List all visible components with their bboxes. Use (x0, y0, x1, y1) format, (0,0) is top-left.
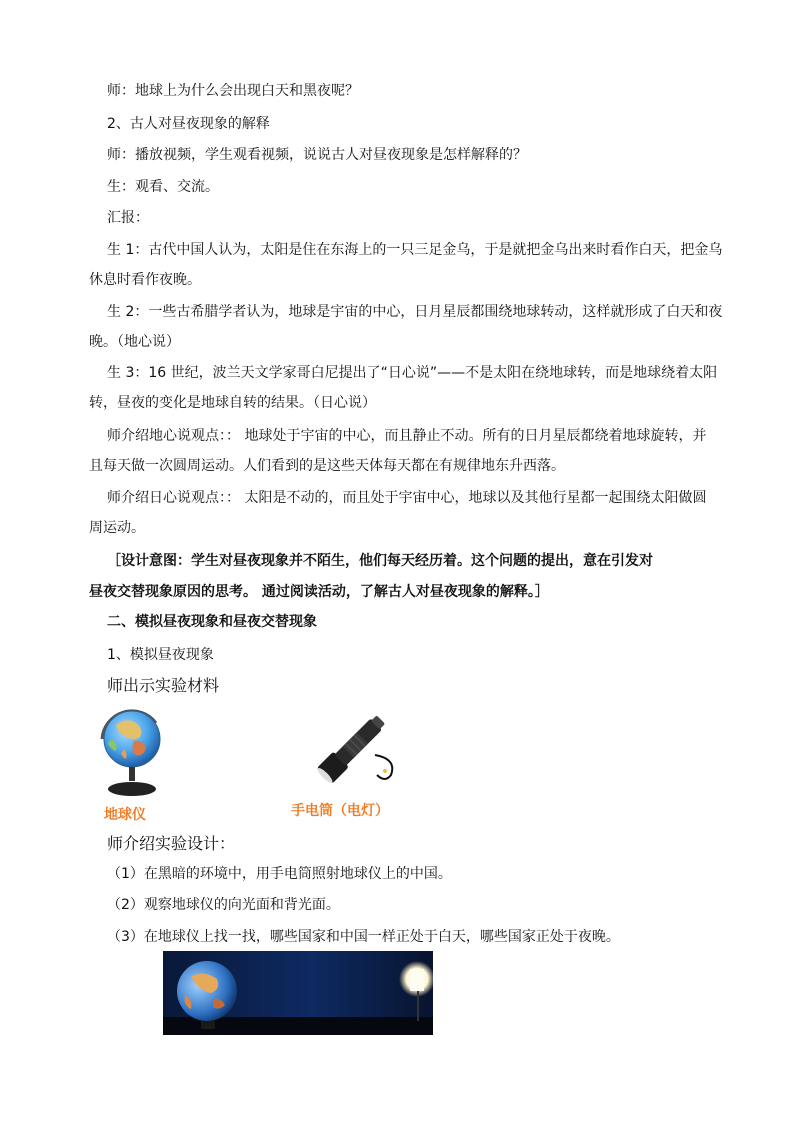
paragraph-step2: （2）观察地球仪的向光面和背光面。 (107, 897, 340, 913)
paragraph-report: 汇报： (107, 210, 149, 226)
paragraph-student3-line2: 转，昼夜的变化是地球自转的结果。（日心说） (89, 395, 376, 411)
paragraph-heliocentric-line1: 师介绍日心说观点：： 太阳是不动的，而且处于宇宙中心，地球以及其他行星都一起围绕太阳做圆 (107, 490, 707, 506)
paragraph-student2-line1: 生 2：一些古希腊学者认为，地球是宇宙的中心，日月星辰都围绕地球转动，这样就形成了白天和夜 (107, 304, 723, 320)
paragraph-step1: （1）在黑暗的环境中，用手电筒照射地球仪上的中国。 (107, 866, 452, 882)
flashlight-image (305, 703, 403, 787)
paragraph-ancient-heading: 2、古人对昼夜现象的解释 (107, 116, 270, 132)
paragraph-heliocentric-line2: 周运动。 (89, 520, 145, 536)
globe-icon (96, 703, 166, 799)
paragraph-teacher-question: 师：地球上为什么会出现白天和黑夜呢？ (107, 83, 359, 99)
paragraph-teacher-video: 师：播放视频，学生观看视频，说说古人对昼夜现象是怎样解释的？ (107, 147, 527, 163)
paragraph-geocentric-line2: 且每天做一次圆周运动。人们看到的是这些天体每天都在有规律地东升西落。 (89, 458, 565, 474)
paragraph-student2-line2: 晚。（地心说） (89, 334, 180, 350)
paragraph-geocentric-line1: 师介绍地心说观点：： 地球处于宇宙的中心，而且静止不动。所有的日月星辰都绕着地球旋转，并 (107, 428, 707, 444)
design-intent-line2: 昼夜交替现象原因的思考。 通过阅读活动，了解古人对昼夜现象的解释。］ (89, 584, 549, 600)
design-intent-line1: ［设计意图：学生对昼夜现象并不陌生，他们每天经历着。这个问题的提出，意在引发对 (107, 553, 653, 569)
flashlight-caption: 手电筒（电灯） (291, 802, 389, 818)
paragraph-student1-line1: 生 1：古代中国人认为，太阳是住在东海上的一只三足金乌，于是就把金乌出来时看作白天，把金乌 (107, 242, 723, 258)
paragraph-student-watch: 生：观看、交流。 (107, 179, 219, 195)
flashlight-icon (305, 703, 403, 787)
globe-flashlight-photo-icon (163, 951, 433, 1035)
experiment-photo (163, 951, 433, 1035)
section-heading-simulate: 二、模拟昼夜现象和昼夜交替现象 (107, 614, 317, 630)
paragraph-experiment-design: 师介绍实验设计： (107, 834, 236, 853)
paragraph-show-materials: 师出示实验材料 (107, 676, 220, 695)
globe-image (96, 703, 166, 799)
paragraph-student1-line2: 休息时看作夜晚。 (89, 272, 201, 288)
globe-caption: 地球仪 (104, 806, 146, 822)
paragraph-step3: （3）在地球仪上找一找，哪些国家和中国一样正处于白天，哪些国家正处于夜晚。 (107, 929, 620, 945)
paragraph-student3-line1: 生 3：16 世纪，波兰天文学家哥白尼提出了“日心说”——不是太阳在绕地球转，而是地球绕着太阳 (107, 365, 718, 381)
subheading-simulate-daynight: 1、模拟昼夜现象 (107, 647, 214, 663)
